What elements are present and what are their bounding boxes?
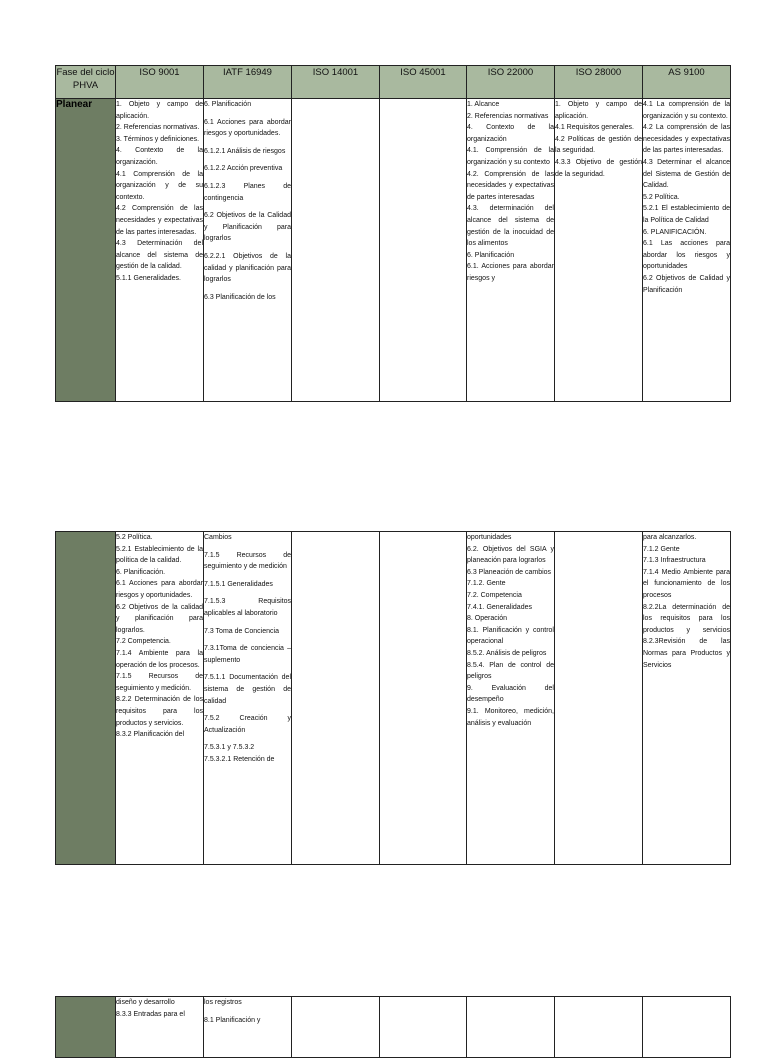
header-iso-22000: ISO 22000 [467,66,555,99]
clause-text: 7.1.2 Gente [643,545,680,553]
iso-9001-cell [116,532,204,865]
iso-28000-cell [555,997,643,1058]
header-iso-14001: ISO 14001 [292,66,380,99]
clause-text: Cambios [204,534,232,541]
header-row [56,66,731,99]
iso-45001-cell [380,99,467,402]
clause-text: 7.3 Toma de Conciencia [204,627,279,635]
table-row [56,997,731,1058]
table-row [56,99,731,402]
phase-cell [56,532,116,865]
clause-text: 4.2 Políticas de gestión de la seguridad. [555,135,642,155]
header-phase: Fase del ciclo PHVA [56,66,116,99]
clause-text: 6.1 Las acciones para abordar los riesgos y oportunidades [643,240,730,271]
clause-text: 8.5.2. Análisis de peligros [467,649,547,657]
clause-text: 6.1.2.2 Acción preventiva [204,165,283,173]
standards-table-page-1 [55,65,731,402]
clause-text: 7.5.1.1 Documentación del sistema de gestión de calidad [204,674,291,705]
iatf-16949-cell [204,997,292,1058]
clause-text: 4.3 Determinación del alcance del sistema de gestión de la calidad. [116,240,203,271]
clause-text: 8.2.2La determinación de los requisitos para los productos y servicios 8.2.3Revisión de las Normas para Productos y Servicios [643,603,730,669]
clause-text: 7.1.4 Medio Ambiente para el funcionamiento de los procesos [643,568,730,599]
clause-text: 7.2. Competencia [467,591,522,599]
clause-text: 5.2.1 Establecimiento de la política de la calidad. [116,545,203,565]
clause-text: 5.1.1 Generalidades. [116,274,181,282]
clause-text: 6.2. Objetivos del SGIA y planeación para lograrlos [467,545,554,565]
clause-text: 5.2 Política. [116,534,153,541]
clause-text: 4.2 Comprensión de las necesidades y expectativas de las partes interesadas. [116,205,203,236]
clause-text: 6.2.2.1 Objetivos de la calidad y planificación para lograrlos [204,252,291,284]
clause-text: 7.1.5 Recursos de seguimiento y de medición [204,551,291,571]
clause-text: 8.1. Planificación y control operacional [467,626,554,646]
clause-text: 4.3.3 Objetivo de gestión de la seguridad. [555,158,642,178]
clause-text: 4. Contexto de la organización. [116,147,203,166]
clause-text: 6. PLANIFICACIÓN. [643,228,707,236]
phase-cell: Planear [56,99,116,402]
iso-14001-cell [292,99,380,402]
iso-45001-cell [380,997,467,1058]
clause-text: 4.1. Comprensión de la organización y su contexto [467,147,554,166]
iso-9001-cell [116,997,204,1058]
clause-text: 4.1 Comprensión de la organización y de su contexto. [116,170,203,201]
clause-text: 6.1 Acciones para abordar riesgos y oportunidades. [204,118,291,138]
iso-22000-cell [467,99,555,402]
clause-text: 3. Términos y definiciones. [116,135,200,143]
clause-text: 7.5.3.1 y 7.5.3.2 [204,744,255,752]
clause-text: 6.2 Objetivos de la Calidad y Planificación para lograrlos [204,212,291,243]
iso-45001-cell [380,532,467,865]
clause-text: 5.2.1 El establecimiento de la Política de Calidad [643,205,730,224]
clause-text: 7.1.4 Ambiente para la operación de los procesos. [116,649,203,669]
clause-text: 1. Alcance [467,101,500,108]
clause-text: 1. Objeto y campo de aplicación. [116,101,203,120]
clause-text: 4. Contexto de la organización [467,124,554,143]
clause-text: 4.3. determinación del alcance del sistema de gestión de la inocuidad de los alimentos [467,205,554,248]
iso-14001-cell [292,532,380,865]
iatf-16949-cell [204,532,292,865]
clause-text: 7.1.2. Gente [467,580,506,588]
clause-text: 4.2. Comprensión de las necesidades y expectativas de partes interesadas [467,170,554,201]
clause-text: 9.1. Monitoreo, medición, análisis y evaluación [467,707,554,727]
clause-text: 8.1 Planificación y [204,1016,261,1024]
clause-text: 8.2.2 Determinación de los requisitos para los productos y servicios. [116,696,203,727]
header-as-9100: AS 9100 [643,66,731,99]
clause-text: 8.5.4. Plan de control de peligros [467,661,554,681]
clause-text: 2. Referencias normativas [467,112,549,120]
clause-text: 7.3.1Toma de conciencia – suplemento [204,645,291,664]
clause-text: para alcanzarlos. [643,534,697,541]
clause-text: 7.1.3 Infraestructura [643,557,706,565]
clause-text: 7.4.1. Generalidades [467,603,532,611]
as-9100-cell [643,99,731,402]
clause-text: 6.3 Planificación de los [204,293,276,301]
clause-text: 1. Objeto y campo de aplicación. [555,101,642,120]
clause-text: 7.5.2 Creación y Actualización [204,715,291,734]
clause-text: 4.1 Requisitos generales. [555,124,634,132]
clause-text: 6. Planificación [204,101,252,108]
clause-text: 8.3.2 Planificación del [116,731,185,739]
header-iso-45001: ISO 45001 [380,66,467,99]
clause-text: 9. Evaluación del desempeño [467,684,554,704]
iso-28000-cell [555,99,643,402]
iso-9001-cell [116,99,204,402]
clause-text: 6.3 Planeación de cambios [467,568,552,576]
iso-22000-cell [467,532,555,865]
as-9100-cell [643,997,731,1058]
standards-table-page-3 [55,996,731,1058]
clause-text: 4.3 Determinar el alcance del Sistema de Gestión de Calidad. [643,158,730,190]
header-iatf-16949: IATF 16949 [204,66,292,99]
clause-text: 5.2 Política. [643,193,680,201]
clause-text: 7.5.3.2.1 Retención de [204,755,275,763]
clause-text: oportunidades [467,534,512,541]
clause-text: 7.1.5.1 Generalidades [204,580,273,588]
clause-text: 6.2 Objetivos de la calidad y planificación para lograrlos. [116,603,203,634]
clause-text: los registros [204,999,242,1006]
clause-text: 4.2 La comprensión de las necesidades y expectativas de las partes interesadas. [643,124,730,155]
standards-table-page-2 [55,531,731,865]
clause-text: 6.2 Objetivos de Calidad y Planificación [643,274,730,294]
clause-text: 6.1.2.3 Planes de contingencia [204,182,291,202]
as-9100-cell [643,532,731,865]
table-row [56,532,731,865]
clause-text: 4.1 La comprensión de la organización y su contexto. [643,101,730,120]
clause-text: 7.2 Competencia. [116,638,171,646]
clause-text: 6. Planificación [467,251,515,259]
clause-text: 2. Referencias normativas. [116,124,200,132]
iso-28000-cell [555,532,643,865]
clause-text: 6.1. Acciones para abordar riesgos y [467,263,554,282]
clause-text: 8.3.3 Entradas para el [116,1010,185,1018]
iatf-16949-cell [204,99,292,402]
clause-text: 7.1.5.3 Requisitos aplicables al laboratorio [204,598,291,617]
header-iso-9001: ISO 9001 [116,66,204,99]
clause-text: 7.1.5 Recursos de seguimiento y medición. [116,673,203,692]
clause-text: 8. Operación [467,615,508,623]
iso-14001-cell [292,997,380,1058]
phase-cell [56,997,116,1058]
clause-text: diseño y desarrollo [116,999,175,1006]
header-iso-28000: ISO 28000 [555,66,643,99]
clause-text: 6.1.2.1 Análisis de riesgos [204,147,286,155]
iso-22000-cell [467,997,555,1058]
clause-text: 6.1 Acciones para abordar riesgos y oportunidades. [116,580,203,599]
clause-text: 6. Planificación. [116,568,166,576]
